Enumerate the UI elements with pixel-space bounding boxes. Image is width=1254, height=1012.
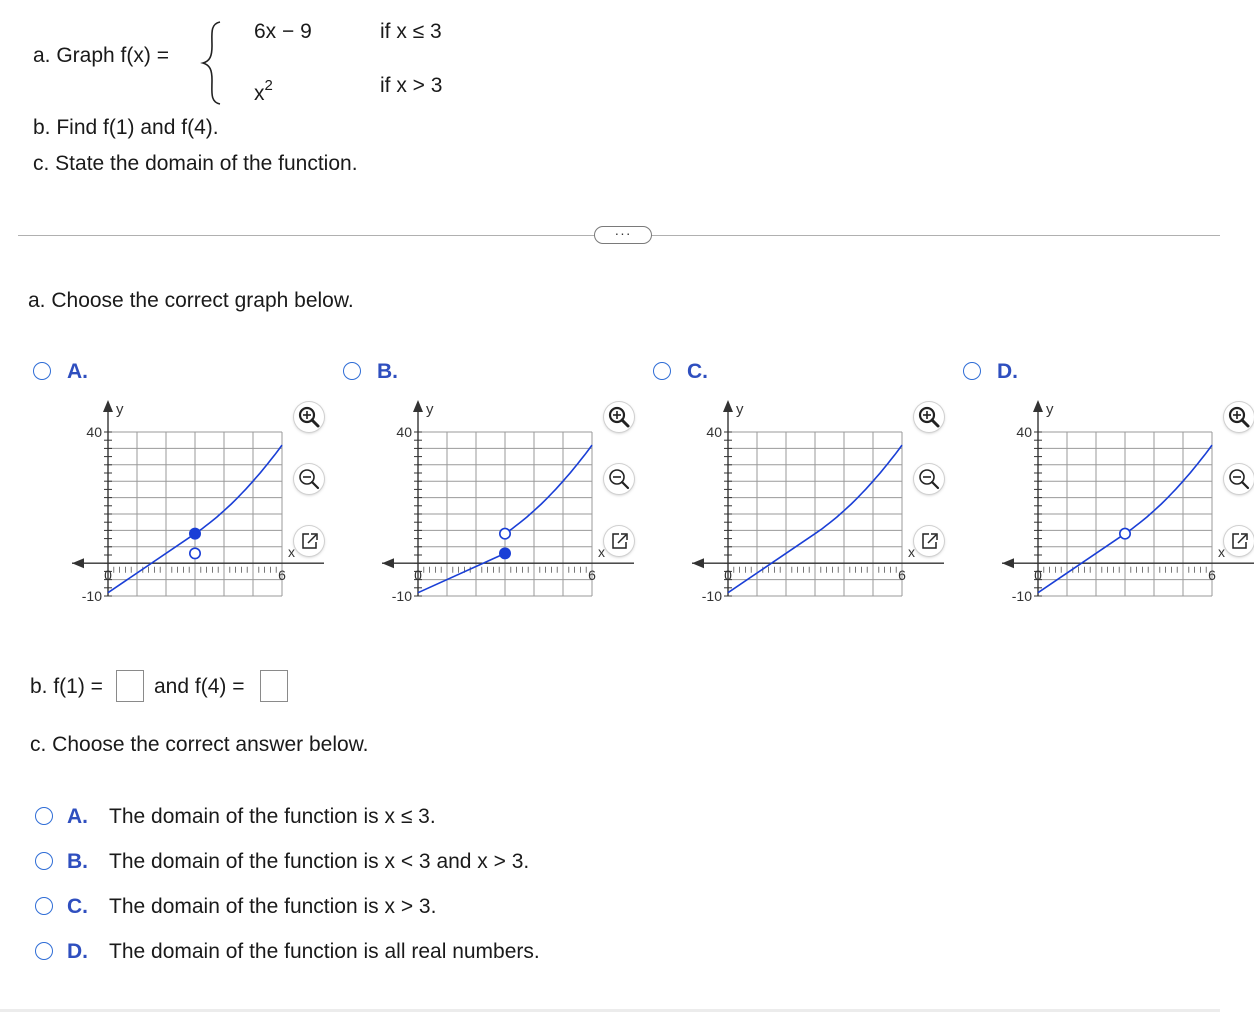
y-axis-label: y [1046,401,1054,418]
x-axis-label: x [908,544,915,561]
x-tick-label-right: 6 [898,567,906,584]
graph-option-radio[interactable] [963,362,981,380]
function-curve [505,445,592,534]
piece1-expression: 6x − 9 [254,20,312,43]
graph-option-radio[interactable] [33,362,51,380]
x-tick-label-right: 6 [278,567,286,584]
domain-option-radio[interactable] [35,807,53,825]
function-curve [418,553,505,592]
graph-option-chart [28,398,295,604]
y-axis-arrow [1033,400,1043,412]
f1-label: b. f(1) = [30,675,103,698]
graph-option-radio[interactable] [343,362,361,380]
x-tick-label-origin: 0 [414,567,422,584]
domain-option-radio[interactable] [35,897,53,915]
x-axis-left-arrow [382,558,394,568]
graph-option-letter: C. [687,360,708,383]
domain-option-text[interactable]: The domain of the function is all real numbers. [109,940,540,963]
x-tick-label-origin: 0 [724,567,732,584]
part-a-prompt: a. Choose the correct graph below. [28,289,354,312]
piece2-base: x [254,82,265,105]
domain-option-letter: D. [67,940,88,963]
y-tick-label-bottom: -10 [391,588,412,604]
open-point [1120,528,1130,538]
f4-answer-input[interactable] [260,670,288,702]
f1-answer-input[interactable] [116,670,144,702]
y-axis-arrow [723,400,733,412]
domain-option-radio[interactable] [35,852,53,870]
x-axis-left-arrow [692,558,704,568]
x-tick-label-right: 6 [588,567,596,584]
open-point [500,528,510,538]
open-graph-icon[interactable] [604,526,634,556]
open-graph-icon[interactable] [1224,526,1254,556]
zoom-out-icon[interactable] [914,464,944,494]
domain-option-text[interactable]: The domain of the function is x < 3 and x > 3. [109,850,530,873]
y-tick-label-bottom: -10 [81,588,102,604]
zoom-out-icon[interactable] [604,464,634,494]
f4-label: and f(4) = [154,675,245,698]
x-tick-label-origin: 0 [1034,567,1042,584]
graph-option-letter: A. [67,360,88,383]
open-graph-icon[interactable] [294,526,324,556]
x-tick-label-origin: 0 [104,567,112,584]
domain-option-text[interactable]: The domain of the function is x ≤ 3. [109,805,436,828]
y-tick-label-top: 40 [1016,424,1032,440]
y-axis-arrow [413,400,423,412]
domain-option-letter: B. [67,850,88,873]
more-button[interactable]: ··· [594,226,652,244]
part-b-instruction: b. Find f(1) and f(4). [33,116,219,139]
part-c-prompt: c. Choose the correct answer below. [30,733,369,756]
zoom-in-icon[interactable] [1224,402,1254,432]
graph-option-chart [648,398,915,604]
closed-point [500,548,510,558]
x-axis-label: x [1218,544,1225,561]
graph-option-letter: D. [997,360,1018,383]
piece2-condition: if x > 3 [380,74,443,97]
graph-option-letter: B. [377,360,398,383]
zoom-out-icon[interactable] [1224,464,1254,494]
domain-option-radio[interactable] [35,942,53,960]
zoom-in-icon[interactable] [604,402,634,432]
y-tick-label-top: 40 [86,424,102,440]
x-axis-left-arrow [1002,558,1014,568]
piece1-condition: if x ≤ 3 [380,20,442,43]
domain-option-letter: A. [67,805,88,828]
piece2-exponent: 2 [264,77,273,94]
piecewise-brace [200,20,224,106]
graph-option-chart [338,398,605,604]
y-tick-label-bottom: -10 [701,588,722,604]
piece2-expression [254,77,273,106]
y-axis-arrow [103,400,113,412]
closed-point [190,528,200,538]
x-axis-label: x [288,544,295,561]
x-tick-label-right: 6 [1208,567,1216,584]
part-c-instruction: c. State the domain of the function. [33,152,358,175]
open-point [190,548,200,558]
x-axis-label: x [598,544,605,561]
x-axis-left-arrow [72,558,84,568]
y-axis-label: y [736,401,744,418]
graph-option-radio[interactable] [653,362,671,380]
function-curve [195,445,282,534]
open-graph-icon[interactable] [914,526,944,556]
y-tick-label-bottom: -10 [1011,588,1032,604]
graph-option-chart [958,398,1225,604]
domain-option-letter: C. [67,895,88,918]
domain-option-text[interactable]: The domain of the function is x > 3. [109,895,437,918]
y-axis-label: y [426,401,434,418]
y-axis-label: y [116,401,124,418]
zoom-in-icon[interactable] [294,402,324,432]
y-tick-label-top: 40 [396,424,412,440]
zoom-in-icon[interactable] [914,402,944,432]
graph-prompt: a. Graph f(x) = [33,44,169,67]
zoom-out-icon[interactable] [294,464,324,494]
y-tick-label-top: 40 [706,424,722,440]
